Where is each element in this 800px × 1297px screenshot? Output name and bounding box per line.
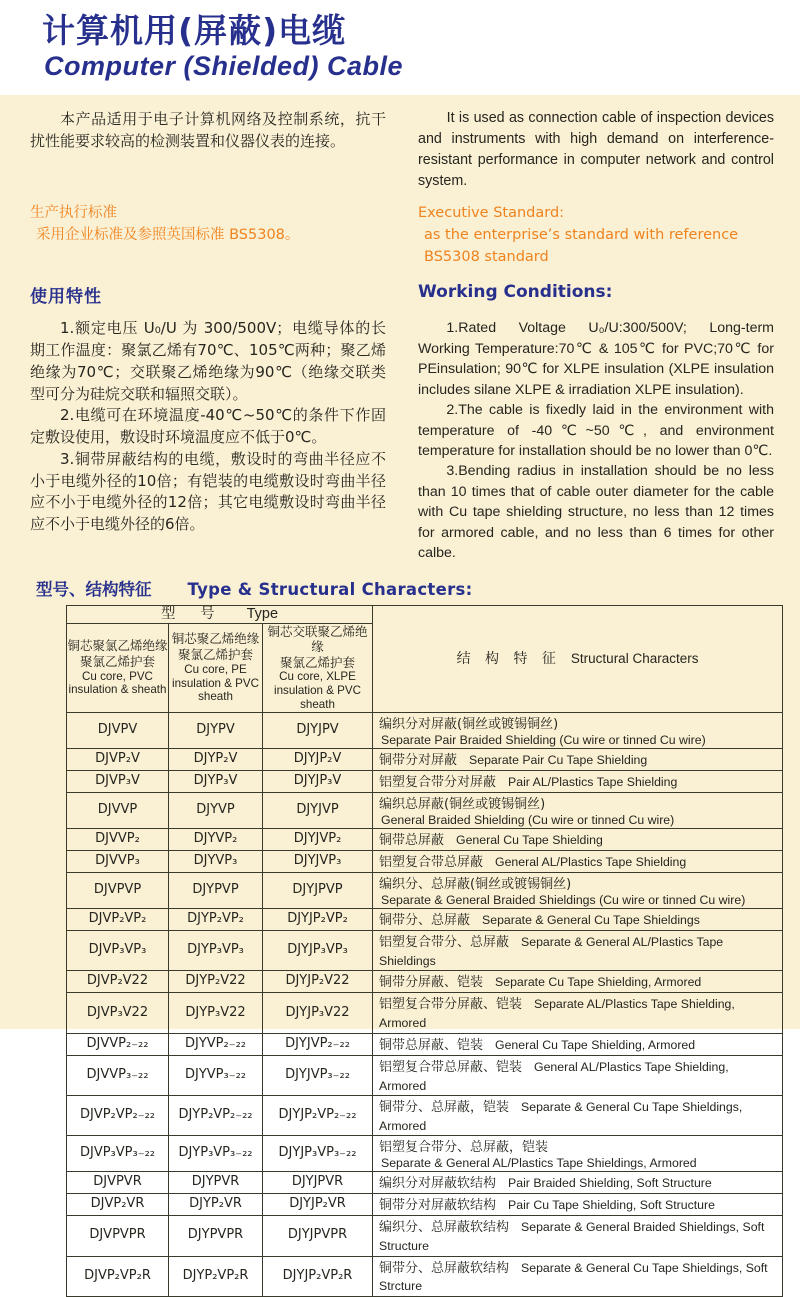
cell-structural-characters [373, 1256, 783, 1296]
table-row [67, 1194, 783, 1216]
cell-type-pe: DJYPV [169, 713, 263, 749]
cell-type-pe: DJYP₃VP₃₋₂₂ [169, 1136, 263, 1172]
cell-type-pvc: DJVVP [67, 793, 169, 829]
structural-description-zh: 编织分对屏蔽软结构 [379, 1176, 497, 1192]
standard-body-en: as the enterprise’s standard with reference BS5308 standard [424, 226, 739, 265]
table-row [67, 1256, 783, 1296]
table-row [67, 713, 783, 749]
cell-type-xlpe: DJYJVP₃₋₂₂ [263, 1055, 373, 1095]
cell-type-pvc: DJVVP₃₋₂₂ [67, 1055, 169, 1095]
type-group-header-zh: 型 号 [160, 605, 225, 622]
cell-structural-characters [373, 1216, 783, 1256]
cell-type-pe: DJYPVP [169, 873, 263, 909]
cell-type-xlpe: DJYJVP₂₋₂₂ [263, 1033, 373, 1055]
cell-structural-characters [373, 971, 783, 993]
cell-type-pvc: DJVP₂VP₂₋₂₂ [67, 1095, 169, 1135]
structural-description-zh: 铜带分、总屏蔽软结构 [379, 1260, 510, 1276]
type-group-header-en: Type [246, 605, 279, 622]
cell-type-pvc: DJVVP₂₋₂₂ [67, 1033, 169, 1055]
page-body [0, 95, 800, 1294]
cell-type-pe: DJYP₂V [169, 749, 263, 771]
cell-type-pvc: DJVVP₃ [67, 851, 169, 873]
structural-description-zh: 铝塑复合带分屏蔽、铠装 [379, 997, 523, 1013]
structural-description-zh: 编织总屏蔽(铜丝或镀锡铜丝) [379, 797, 546, 813]
cell-type-pvc: DJVP₂V [67, 749, 169, 771]
structural-description-en: Separate Pair Cu Tape Shielding [469, 753, 648, 768]
executive-standard-en [418, 203, 774, 268]
cell-type-xlpe: DJYJVP₂ [263, 829, 373, 851]
standard-title-en: Executive Standard: [418, 205, 565, 222]
page-header [0, 0, 800, 95]
table-row [67, 1136, 783, 1172]
type-structural-table [66, 605, 783, 1297]
cell-type-pvc: DJVP₃VP₃ [67, 931, 169, 971]
cell-type-pvc: DJVPVP [67, 873, 169, 909]
structural-description-zh: 铜带总屏蔽 [379, 833, 445, 849]
table-row [67, 1095, 783, 1135]
intro-paragraph-en: It is used as connection cable of inspection devices and instruments with high demand on interference-resistant performance in computer network and control system. [418, 110, 774, 190]
cell-structural-characters [373, 1095, 783, 1135]
intro-paragraph-zh: 本产品适用于电子计算机网络及控制系统，抗干扰性能要求较高的检测装置和仪器仪表的连接。 [30, 110, 386, 151]
table-row [67, 749, 783, 771]
cell-structural-characters [373, 1136, 783, 1172]
cell-type-pe: DJYVP [169, 793, 263, 829]
usage-item-en: 3.Bending radius in installation should be no less than 10 times that of cable outer diameter for the cable with Cu tape shielding structure, no less than 12 times for armored cable, and no less than 6 times for other calbe. [418, 463, 774, 562]
cell-structural-characters [373, 873, 783, 909]
cell-type-pe: DJYP₃V22 [169, 993, 263, 1033]
column-header-xlpe: 铜芯交联聚乙烯绝缘 聚氯乙烯护套 Cu core, XLPE insulation & PVC sheath [263, 623, 373, 713]
usage-list-en [418, 318, 774, 563]
structural-description-zh: 编织分、总屏蔽软结构 [379, 1220, 510, 1236]
structural-description-zh: 铜带总屏蔽、铠装 [379, 1037, 484, 1053]
table-row [67, 873, 783, 909]
cell-type-pe: DJYP₂VP₂R [169, 1256, 263, 1296]
usage-item-zh: 2.电缆可在环境温度-40℃~50℃的条件下作固定敷设使用，敷设时环境温度应不低于0℃。 [30, 406, 386, 447]
cell-type-pe: DJYP₂VP₂ [169, 909, 263, 931]
cell-structural-characters [373, 829, 783, 851]
structural-description-en: Separate & General AL/Plastics Tape Shieldings, Armored [381, 1156, 697, 1171]
table-row [67, 931, 783, 971]
structural-description-zh: 铜带分对屏蔽软结构 [379, 1198, 497, 1214]
cell-type-xlpe: DJYJPVP [263, 873, 373, 909]
cell-type-xlpe: DJYJVP₃ [263, 851, 373, 873]
table-title-zh: 型号、结构特征 [36, 579, 152, 599]
table-row [67, 851, 783, 873]
table-section-title [36, 576, 774, 600]
structural-description-en: Separate & General Braided Shieldings (Cu wire or tinned Cu wire) [381, 893, 746, 907]
cell-type-pvc: DJVP₂VP₂R [67, 1256, 169, 1296]
table-row [67, 909, 783, 931]
structural-description-en: Pair AL/Plastics Tape Shielding [508, 775, 678, 790]
cell-type-pvc: DJVP₃V22 [67, 993, 169, 1033]
structural-description-en: Separate & General Cu Tape Shieldings, Armored [379, 1099, 743, 1133]
cell-type-xlpe: DJYJP₃VP₃₋₂₂ [263, 1136, 373, 1172]
structural-description-en: Separate Cu Tape Shielding, Armored [495, 975, 702, 990]
table-row [67, 993, 783, 1033]
cell-type-pvc: DJVP₂V22 [67, 971, 169, 993]
cell-type-xlpe: DJYJPVR [263, 1172, 373, 1194]
table-row [67, 829, 783, 851]
structural-description-en: General Cu Tape Shielding, Armored [495, 1037, 696, 1052]
cell-type-xlpe: DJYJP₂VP₂R [263, 1256, 373, 1296]
standard-title-zh: 生产执行标准 [30, 205, 117, 222]
structural-description-en: General Braided Shielding (Cu wire or tinned Cu wire) [381, 813, 675, 828]
cell-type-xlpe: DJYJP₂V [263, 749, 373, 771]
cell-type-pe: DJYP₃V [169, 771, 263, 793]
cell-type-pvc: DJVPVR [67, 1172, 169, 1194]
cell-structural-characters [373, 851, 783, 873]
cell-type-pvc: DJVVP₂ [67, 829, 169, 851]
table-row [67, 793, 783, 829]
structural-description-en: Pair Braided Shielding, Soft Structure [508, 1176, 712, 1191]
cell-structural-characters [373, 909, 783, 931]
usage-item-en: 1.Rated Voltage U₀/U:300/500V; Long-term Working Temperature:70℃ & 105℃ for PVC;70℃ for PEinsulation; 90℃ for XLPE insulation (XLPE insulation includes silane XLPE & irradiation XLPE insulation). [418, 320, 774, 398]
structural-description-en: Separate & General Cu Tape Shieldings, Soft Strcture [379, 1260, 768, 1294]
structural-description-zh: 铜带分、总屏蔽，铠装 [379, 1099, 510, 1115]
cell-type-xlpe: DJYJP₃VP₃ [263, 931, 373, 971]
cell-structural-characters [373, 1194, 783, 1216]
table-row [67, 771, 783, 793]
standard-body-zh: 采用企业标准及参照英国标准 BS5308。 [36, 226, 300, 243]
cell-type-pe: DJYP₃VP₃ [169, 931, 263, 971]
table-header-row-type [67, 605, 783, 623]
column-header-pe: 铜芯聚乙烯绝缘 聚氯乙烯护套 Cu core, PE insulation & PVC sheath [169, 623, 263, 713]
cell-type-pe: DJYP₂VR [169, 1194, 263, 1216]
cell-type-xlpe: DJYJPV [263, 713, 373, 749]
cell-type-pe: DJYP₂VP₂₋₂₂ [169, 1095, 263, 1135]
cell-type-xlpe: DJYJP₂V22 [263, 971, 373, 993]
page-title-en: Computer (Shielded) Cable [44, 51, 404, 82]
cell-structural-characters [373, 749, 783, 771]
cell-type-pvc: DJVPVPR [67, 1216, 169, 1256]
cell-type-pvc: DJVP₂VP₂ [67, 909, 169, 931]
cell-structural-characters [373, 993, 783, 1033]
cell-type-xlpe: DJYJPVPR [263, 1216, 373, 1256]
structural-description-en: General AL/Plastics Tape Shielding, Armored [379, 1059, 729, 1093]
cell-type-pe: DJYVP₃ [169, 851, 263, 873]
structural-characters-header-zh: 结 构 特 征 [456, 650, 561, 667]
cell-structural-characters [373, 713, 783, 749]
cell-type-pvc: DJVP₃V [67, 771, 169, 793]
table-row [67, 1216, 783, 1256]
structural-description-en: General AL/Plastics Tape Shielding [495, 855, 687, 870]
type-table-body [67, 713, 783, 1297]
usage-list-zh [30, 318, 386, 563]
cell-structural-characters [373, 1172, 783, 1194]
structural-description-en: Separate & General Braided Shieldings, Soft Structure [379, 1220, 765, 1254]
cell-type-pe: DJYPVR [169, 1172, 263, 1194]
structural-description-zh: 铜带分屏蔽、铠装 [379, 975, 484, 991]
structural-description-zh: 编织分对屏蔽(铜丝或镀锡铜丝) [379, 717, 559, 733]
usage-header-zh: 使用特性 [30, 287, 102, 308]
usage-item-zh: 1.额定电压 U₀/U 为 300/500V；电缆导体的长期工作温度：聚氯乙烯有70℃、105℃两种；聚乙烯绝缘为70℃；交联聚乙烯绝缘为90℃（绝缘交联类型可分为硅烷交联和辐照交联）。 [30, 319, 386, 403]
cell-structural-characters [373, 793, 783, 829]
type-group-header [67, 605, 373, 623]
usage-header-en: Working Conditions: [418, 282, 613, 303]
executive-standard-zh [30, 203, 386, 268]
cell-type-pvc: DJVP₃VP₃₋₂₂ [67, 1136, 169, 1172]
structural-description-en: Separate AL/Plastics Tape Shielding, Armored [379, 997, 735, 1031]
cell-type-xlpe: DJYJP₃V22 [263, 993, 373, 1033]
structural-description-zh: 铝塑复合带总屏蔽 [379, 855, 484, 871]
structural-description-en: Separate & General AL/Plastics Tape Shieldings [379, 935, 724, 969]
cell-type-pe: DJYP₂V22 [169, 971, 263, 993]
structural-description-zh: 铝塑复合带分、总屏蔽 [379, 935, 510, 951]
cell-type-xlpe: DJYJVP [263, 793, 373, 829]
table-row [67, 1055, 783, 1095]
structural-characters-header [373, 605, 783, 713]
cell-structural-characters [373, 931, 783, 971]
intro-section [30, 108, 774, 564]
cell-type-pe: DJYVP₂₋₂₂ [169, 1033, 263, 1055]
cell-type-pe: DJYVP₃₋₂₂ [169, 1055, 263, 1095]
cell-type-xlpe: DJYJP₃V [263, 771, 373, 793]
cell-type-xlpe: DJYJP₂VR [263, 1194, 373, 1216]
cell-type-pe: DJYVP₂ [169, 829, 263, 851]
structural-description-en: Separate & General Cu Tape Shieldings [482, 913, 700, 928]
column-header-pvc: 铜芯聚氯乙烯绝缘 聚氯乙烯护套 Cu core, PVC insulation & sheath [67, 623, 169, 713]
table-title-en: Type & Structural Characters: [187, 579, 473, 599]
usage-item-zh: 3.铜带屏蔽结构的电缆，敷设时的弯曲半径应不小于电缆外径的10倍；有铠装的电缆敷设时弯曲半径应不小于电缆外径的12倍；其它电缆敷设时弯曲半径应不小于电缆外径的6倍。 [30, 449, 386, 534]
structural-description-zh: 铝塑复合带分对屏蔽 [379, 775, 497, 791]
structural-description-en: Separate Pair Braided Shielding (Cu wire or tinned Cu wire) [381, 733, 706, 748]
usage-item-en: 2.The cable is fixedly laid in the environment with temperature of -40℃~50℃, and environment temperature for installation should be no lower than 0℃. [418, 402, 774, 459]
cell-type-pvc: DJVPV [67, 713, 169, 749]
structural-description-en: Pair Cu Tape Shielding, Soft Structure [508, 1198, 715, 1213]
table-row [67, 1033, 783, 1055]
cell-type-xlpe: DJYJP₂VP₂ [263, 909, 373, 931]
structural-characters-header-en: Structural Characters [570, 650, 699, 666]
page-title-zh: 计算机用(屏蔽)电缆 [42, 11, 347, 50]
cell-type-pe: DJYPVPR [169, 1216, 263, 1256]
structural-description-en: General Cu Tape Shielding [456, 833, 603, 848]
cell-structural-characters [373, 1033, 783, 1055]
cell-structural-characters [373, 771, 783, 793]
cell-type-pvc: DJVP₂VR [67, 1194, 169, 1216]
cell-type-xlpe: DJYJP₂VP₂₋₂₂ [263, 1095, 373, 1135]
structural-description-zh: 铝塑复合带分、总屏蔽，铠装 [379, 1140, 549, 1156]
structural-description-zh: 铝塑复合带总屏蔽、铠装 [379, 1059, 523, 1075]
structural-description-zh: 编织分、总屏蔽(铜丝或镀锡铜丝) [379, 877, 572, 893]
structural-description-zh: 铜带分、总屏蔽 [379, 913, 471, 929]
table-row [67, 1172, 783, 1194]
table-row [67, 971, 783, 993]
cell-structural-characters [373, 1055, 783, 1095]
structural-description-zh: 铜带分对屏蔽 [379, 753, 458, 769]
